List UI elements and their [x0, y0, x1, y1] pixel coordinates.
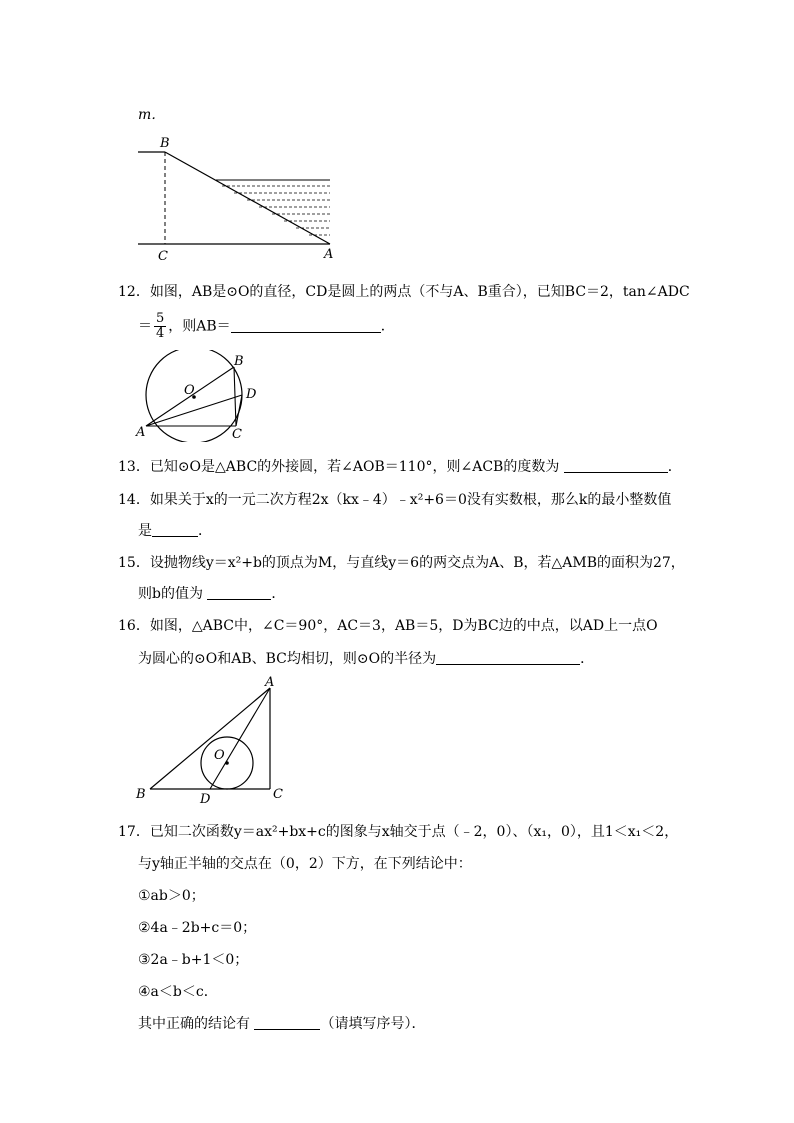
label-A: A	[324, 247, 334, 262]
svg-text:O: O	[214, 748, 225, 763]
svg-text:C: C	[232, 427, 242, 442]
question-12-line2: ＝ $\frac{5}{4}$ ，则AB＝ ．	[138, 311, 395, 341]
question-17-line2: 与y轴正半轴的交点在（0，2）下方，在下列结论中：	[138, 856, 472, 872]
svg-text:A: A	[136, 425, 146, 440]
answer-blank[interactable]	[152, 522, 198, 537]
question-12-line1	[118, 281, 690, 301]
label-B: B	[160, 136, 170, 151]
question-16-line2: 为圆心的⊙O和AB、BC均相切，则⊙O的半径为 ．	[138, 651, 595, 667]
question-17-final: 其中正确的结论有 （请填写序号）．	[138, 1016, 426, 1032]
fraction-5-4: $\frac{5}{4}$	[156, 311, 165, 341]
question-number: 12．	[118, 284, 150, 300]
answer-blank[interactable]	[207, 585, 271, 600]
svg-text:D: D	[246, 387, 257, 402]
figure-circle-q12	[132, 350, 262, 442]
svg-text:O: O	[184, 383, 195, 398]
answer-blank[interactable]	[564, 458, 668, 473]
conclusion-4: ④a＜b＜c．	[138, 984, 218, 1000]
question-16-line1: 16．如图，△ABC中，∠C＝90°，AC＝3，AB＝5，D为BC边的中点，以AD上一点O	[118, 618, 658, 634]
svg-text:D: D	[200, 792, 211, 806]
svg-text:B: B	[136, 787, 146, 802]
svg-text:C: C	[273, 787, 283, 802]
question-15-line2: 则b的值为 ．	[138, 586, 286, 602]
conclusion-1: ①ab＞0；	[138, 888, 205, 904]
svg-text:B: B	[234, 354, 244, 369]
question-14-line2: 是 ．	[138, 523, 212, 539]
answer-blank[interactable]	[231, 318, 381, 333]
label-C: C	[158, 249, 168, 264]
conclusion-2: ②4a﹣2b+c＝0；	[138, 920, 257, 936]
figure-slope-water	[130, 134, 345, 264]
answer-blank[interactable]	[254, 1015, 320, 1030]
question-13: 13．已知⊙O是△ABC的外接圆，若∠AOB＝110°，则∠ACB的度数为 ．	[118, 459, 682, 475]
figure-triangle-q16	[134, 674, 294, 806]
question-17-line1: 17．已知二次函数y＝ax²+bx+c的图象与x轴交于点（﹣2，0）、（x₁，0），且1＜x₁＜2，	[118, 824, 679, 840]
conclusion-3: ③2a﹣b+1＜0；	[138, 952, 249, 968]
question-text: 如图，AB是⊙O的直径，CD是圆上的两点（不与A、B重合），已知BC＝2，tan∠ADC	[149, 284, 690, 300]
question-14-line1: 14．如果关于x的一元二次方程2x（kx﹣4）﹣x²+6＝0没有实数根，那么k的最小整数值	[118, 492, 672, 508]
answer-blank[interactable]	[436, 650, 580, 665]
unit-m: m．	[138, 107, 166, 123]
question-15-line1: 15．设抛物线y＝x²+b的顶点为M，与直线y＝6的两交点为A、B，若△AMB的面积为27，	[118, 555, 685, 571]
svg-text:A: A	[265, 675, 275, 690]
